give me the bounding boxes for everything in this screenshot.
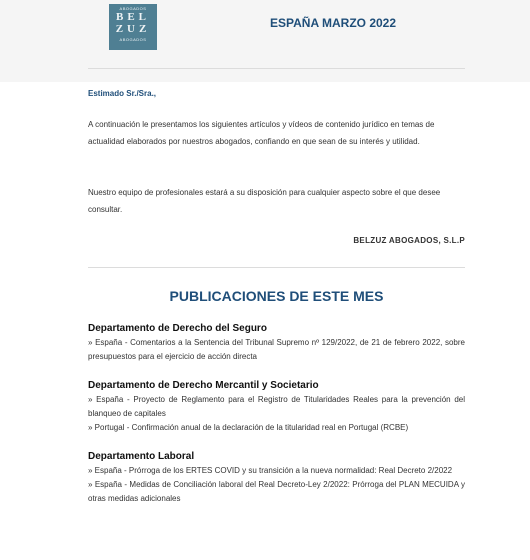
publications-title: PUBLICACIONES DE ESTE MES [169,288,384,304]
logo-top-text: ABOGADOS [119,6,147,11]
article-link[interactable]: » España - Medidas de Conciliación laboral del Real Decreto-Ley 2/2022: Prórroga del PLAN MECUIDA y otras medidas adicionales [88,480,465,503]
article-link[interactable]: » España - Prórroga de los ERTES COVID y su transición a la nueva normalidad: Real Decreto 2/2022 [88,466,453,475]
logo-line-1: BEL [115,11,150,23]
signature: BELZUZ ABOGADOS, S.L.P [353,236,465,245]
department-title: Departamento de Derecho del Seguro [88,323,267,334]
greeting: Estimado Sr./Sra., [88,89,157,98]
logo-bottom-text: ABOGADOS [119,37,147,42]
article-link[interactable]: » España - Comentarios a la Sentencia del Tribunal Supremo nº 129/2022, de 21 de febrero 2022, sobre presupuestos para el ejercicio de acción directa [88,338,465,361]
department-title: Departamento Laboral [88,451,195,462]
department-section [88,379,465,435]
belzuz-logo[interactable] [109,4,157,50]
department-section [88,450,465,506]
contact-paragraph: Nuestro equipo de profesionales estará a su disposición para cualquier aspecto sobre el que desee consultar. [88,188,441,214]
header-band [0,0,530,82]
logo-line-2: ZUZ [115,23,151,35]
article-link[interactable]: » Portugal - Confirmación anual de la declaración de la titularidad real en Portugal (RCBE) [88,423,409,432]
intro-paragraph: A continuación le presentamos los siguientes artículos y vídeos de contenido jurídico en temas de actualidad elaborados por nuestros abogados, confiando en que sean de su interés y utilidad. [88,120,435,146]
article-link[interactable]: » España - Proyecto de Reglamento para el Registro de Titularidades Reales para la prevención del blanqueo de capitales [88,395,465,418]
divider [88,68,465,69]
newsletter-title: ESPAÑA MARZO 2022 [270,16,397,30]
department-title: Departamento de Derecho Mercantil y Societario [88,380,319,391]
divider [88,267,465,268]
department-section [88,322,465,364]
